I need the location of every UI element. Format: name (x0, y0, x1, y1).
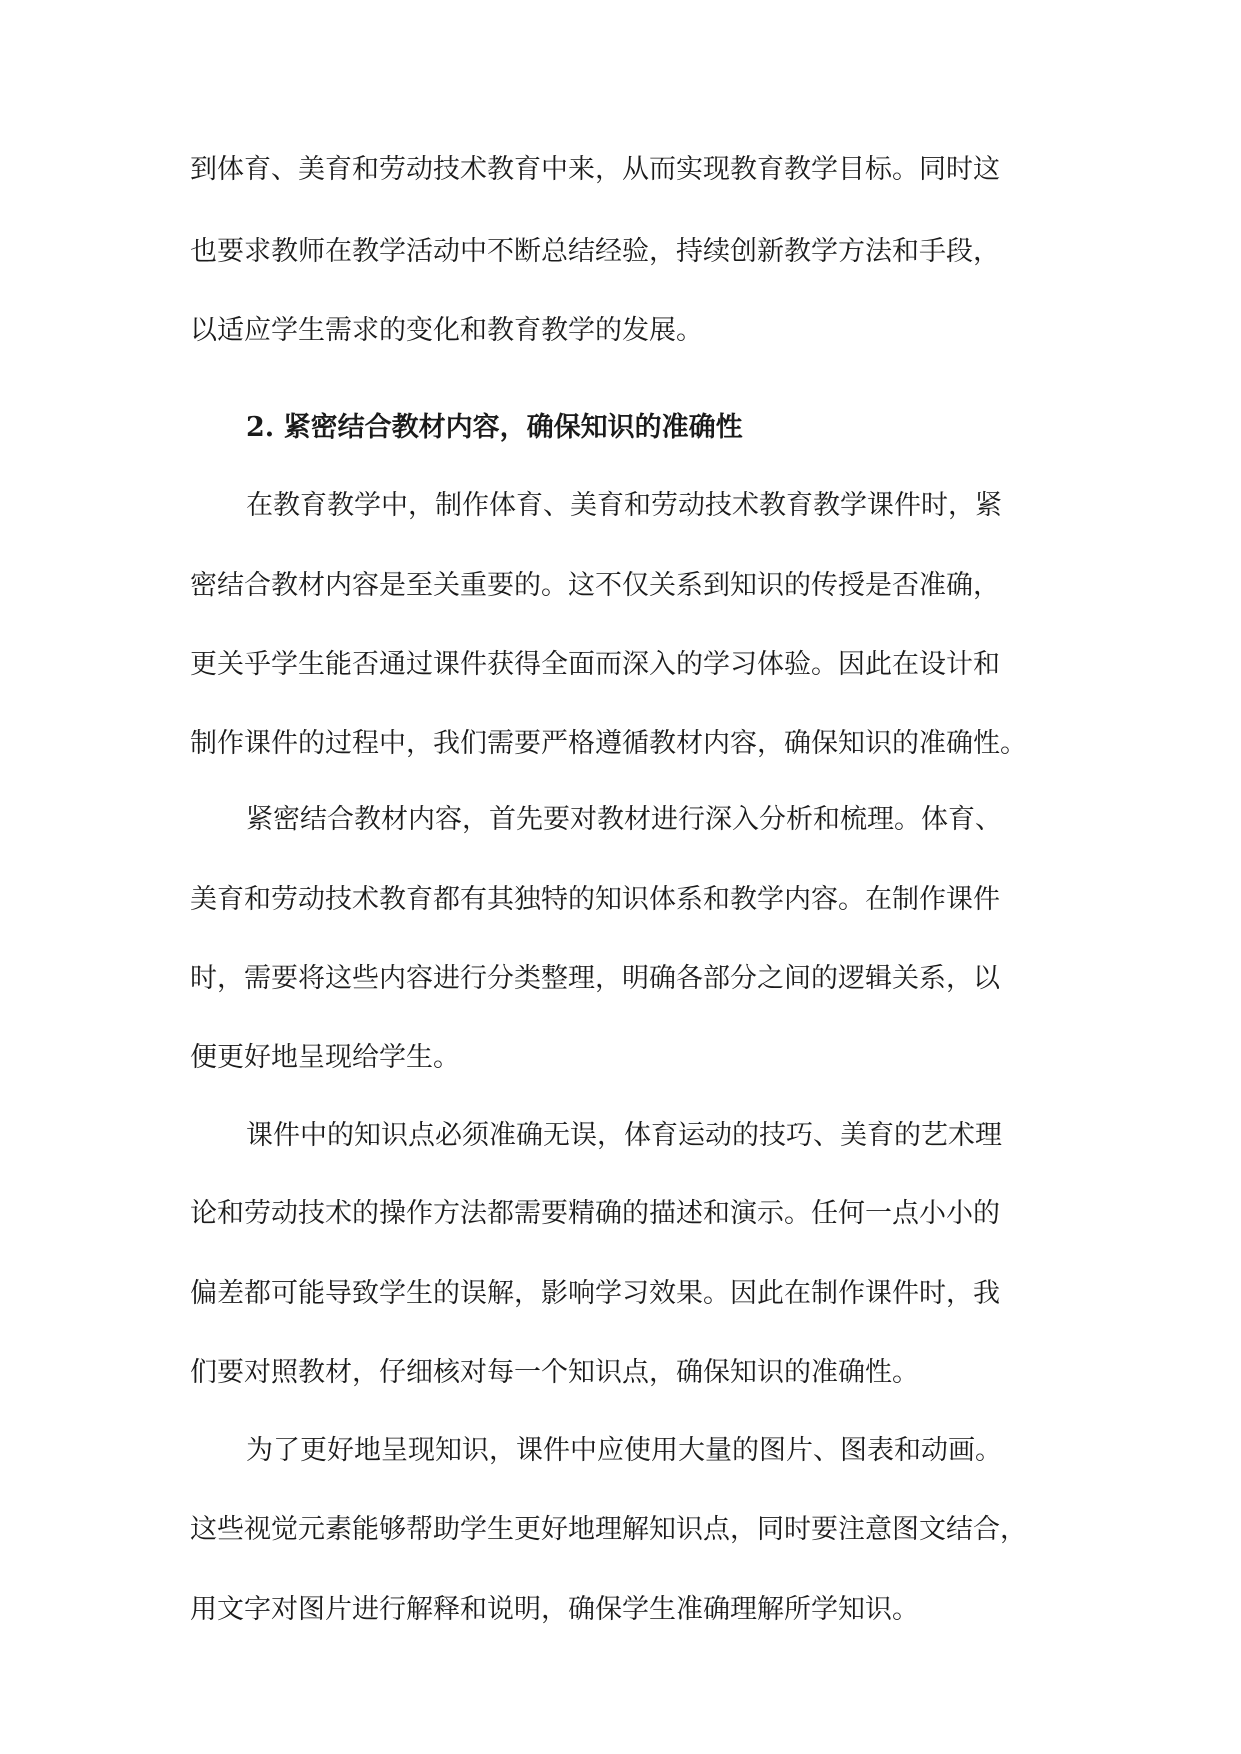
paragraph-3-line-1: 课件中的知识点必须准确无误，体育运动的技巧、美育的艺术理 (246, 1120, 1002, 1151)
paragraph-1-line-2: 密结合教材内容是至关重要的。这不仅关系到知识的传授是否准确， (190, 570, 1000, 601)
paragraph-2-line-1: 紧密结合教材内容，首先要对教材进行深入分析和梳理。体育、 (246, 804, 1002, 835)
paragraph-4-line-3: 用文字对图片进行解释和说明，确保学生准确理解所学知识。 (190, 1594, 919, 1625)
paragraph-2-line-3: 时，需要将这些内容进行分类整理，明确各部分之间的逻辑关系，以 (190, 963, 1000, 994)
paragraph-1-line-4: 制作课件的过程中，我们需要严格遵循教材内容，确保知识的准确性。 (190, 728, 1027, 759)
paragraph-2-line-4: 便更好地呈现给学生。 (190, 1042, 460, 1073)
paragraph-intro-line-3: 以适应学生需求的变化和教育教学的发展。 (190, 315, 703, 346)
paragraph-4-line-1: 为了更好地呈现知识，课件中应使用大量的图片、图表和动画。 (246, 1435, 1002, 1466)
paragraph-1-line-3: 更关乎学生能否通过课件获得全面而深入的学习体验。因此在设计和 (190, 649, 1000, 680)
paragraph-4-line-2: 这些视觉元素能够帮助学生更好地理解知识点，同时要注意图文结合， (190, 1514, 1027, 1545)
paragraph-2-line-2: 美育和劳动技术教育都有其独特的知识体系和教学内容。在制作课件 (190, 884, 1000, 915)
paragraph-3-line-4: 们要对照教材，仔细核对每一个知识点，确保知识的准确性。 (190, 1357, 919, 1388)
paragraph-intro-line-1: 到体育、美育和劳动技术教育中来，从而实现教育教学目标。同时这 (190, 154, 1000, 185)
section-heading: 2. 紧密结合教材内容，确保知识的准确性 (246, 412, 743, 443)
paragraph-1-line-1: 在教育教学中，制作体育、美育和劳动技术教育教学课件时，紧 (246, 490, 1002, 521)
paragraph-3-line-3: 偏差都可能导致学生的误解，影响学习效果。因此在制作课件时，我 (190, 1278, 1000, 1309)
paragraph-3-line-2: 论和劳动技术的操作方法都需要精确的描述和演示。任何一点小小的 (190, 1198, 1000, 1229)
paragraph-intro-line-2: 也要求教师在教学活动中不断总结经验，持续创新教学方法和手段， (190, 236, 1000, 267)
